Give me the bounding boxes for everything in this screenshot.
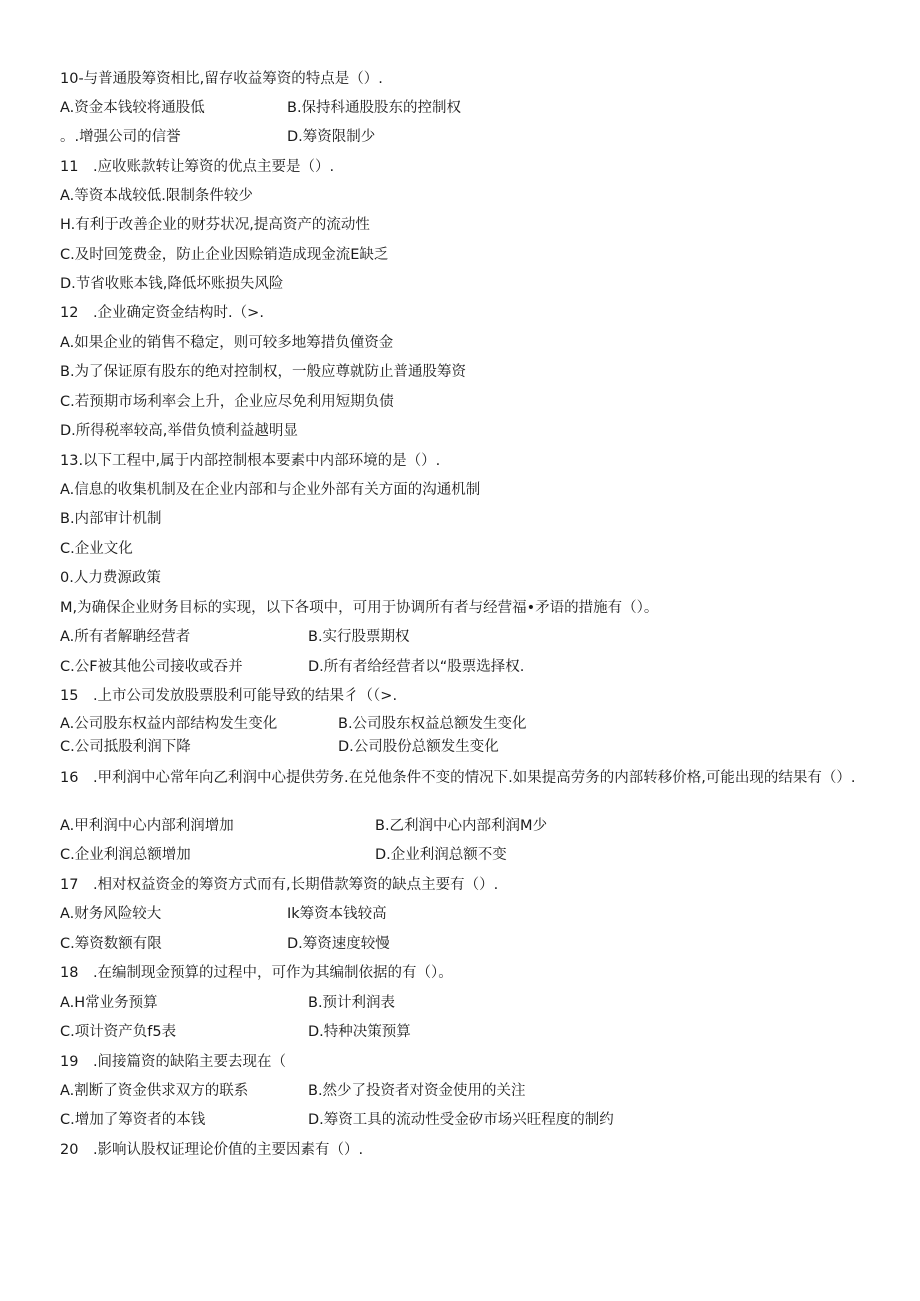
option-left: A.公司股东权益内部结构发生变化 bbox=[60, 716, 278, 732]
option-left: C.企业利润总额增加 bbox=[60, 847, 191, 863]
question-text: 18 .在编制现金预算的过程中，可作为其编制依据的有（）。 bbox=[60, 965, 453, 981]
option-row bbox=[60, 904, 860, 926]
option-row bbox=[60, 98, 860, 120]
question-text: 13.以下工程中,属于内部控制根本要素中内部环境的是（）. bbox=[60, 453, 441, 469]
option-right: Ik筹资本钱较高 bbox=[287, 906, 387, 922]
option-left: A.甲利润中心内部利润增加 bbox=[60, 818, 234, 834]
option-row bbox=[60, 934, 860, 956]
option-line: B.为了保证原有股东的绝对控制权，一般应尊就防止普通股筹资 bbox=[60, 364, 467, 380]
option-right: D.公司股份总额发生变化 bbox=[338, 739, 499, 755]
question-text: 16 .甲利润中心常年向乙利润中心提供劳务.在兑他条件不变的情况下.如果提高劳务的内部转移价格,可能出现的结果有（）. bbox=[60, 770, 856, 786]
option-left: 。.增强公司的信誉 bbox=[60, 129, 181, 145]
option-line: A.信息的收集机制及在企业内部和与企业外部有关方面的沟通机制 bbox=[60, 482, 481, 498]
option-row bbox=[60, 127, 860, 149]
option-left: C.公司抵股利润下降 bbox=[60, 739, 191, 755]
option-line: C.及时回笼费金，防止企业因赊销造成现金流E缺乏 bbox=[60, 247, 389, 263]
option-right: B.然少了投资者对资金使用的关注 bbox=[308, 1083, 526, 1099]
option-row bbox=[60, 1022, 860, 1044]
option-line: A.等资本战较低.限制条件较少 bbox=[60, 188, 253, 204]
question-text: 10-与普通股筹资相比,留存收益筹资的特点是（）. bbox=[60, 71, 383, 87]
option-row bbox=[60, 993, 860, 1015]
option-line: B.内部审计机制 bbox=[60, 511, 162, 527]
option-line: D.节省收账本钱,降低坏账损失风险 bbox=[60, 276, 284, 292]
question-text: 17 .相对权益资金的筹资方式而有,长期借款筹资的缺点主要有（）. bbox=[60, 877, 499, 893]
option-row bbox=[60, 1081, 860, 1103]
question-text: 11 .应收账款转让筹资的优点主要是（）. bbox=[60, 159, 335, 175]
option-right: D.筹资限制少 bbox=[287, 129, 376, 145]
option-left: A.财务风险较大 bbox=[60, 906, 162, 922]
option-right: D.企业利润总额不变 bbox=[375, 847, 507, 863]
option-row bbox=[60, 627, 860, 649]
option-row bbox=[60, 1110, 860, 1132]
option-right: D.所有者给经营者以“股票选择权. bbox=[308, 659, 525, 675]
option-right: B.乙利润中心内部利润M少 bbox=[375, 818, 548, 834]
option-row bbox=[60, 657, 860, 679]
option-line: H.有利于改善企业的财芬状况,提高资产的流动性 bbox=[60, 217, 370, 233]
option-right: B.保持科通股股东的控制权 bbox=[287, 100, 462, 116]
question-text: 19 .间接篇资的缺陷主要去现在（ bbox=[60, 1054, 287, 1070]
option-left: C.增加了筹资者的本钱 bbox=[60, 1112, 206, 1128]
option-left: A.所有者解聃经营者 bbox=[60, 629, 191, 645]
option-row bbox=[60, 737, 860, 759]
question-text: 12 .企业确定资金结构时.（>. bbox=[60, 305, 264, 321]
question-text: 15 .上市公司发放股票股利可能导致的结果彳（（>. bbox=[60, 688, 398, 704]
option-line: C.企业文化 bbox=[60, 541, 133, 557]
option-row bbox=[60, 714, 860, 736]
option-left: A.资金本钱较将通股低 bbox=[60, 100, 205, 116]
option-line: 0.人力费源政策 bbox=[60, 570, 161, 586]
option-right: B.预计利润表 bbox=[308, 995, 396, 1011]
option-line: D.所得税率较高,举借负愤利益越明显 bbox=[60, 423, 298, 439]
question-text: M,为确保企业财务目标的实现，以下各项中，可用于协调所有者与经营福•矛语的措施有（）。 bbox=[60, 600, 659, 616]
option-row bbox=[60, 845, 860, 867]
option-left: A.割断了资金供求双方的联系 bbox=[60, 1083, 249, 1099]
option-left: C.公F被其他公司接收或吞并 bbox=[60, 659, 243, 675]
option-line: A.如果企业的销售不稳定，则可较多地筹措负僮资金 bbox=[60, 335, 394, 351]
option-left: A.H常业务预算 bbox=[60, 995, 158, 1011]
option-right: B.实行股票期权 bbox=[308, 629, 410, 645]
question-text: 20 .影响认股权证理论价值的主要因素有（）. bbox=[60, 1142, 364, 1158]
option-right: B.公司股东权益总额发生变化 bbox=[338, 716, 527, 732]
option-line: C.若预期市场利率会上升，企业应尽免利用短期负债 bbox=[60, 394, 394, 410]
option-left: C.项计资产负f5表 bbox=[60, 1024, 177, 1040]
option-right: D.筹资工具的流动性受金矽市场兴旺程度的制约 bbox=[308, 1112, 614, 1128]
option-right: D.特种决策预算 bbox=[308, 1024, 411, 1040]
option-right: D.筹资速度较慢 bbox=[287, 936, 390, 952]
option-left: C.筹资数额有限 bbox=[60, 936, 162, 952]
option-row bbox=[60, 816, 860, 838]
